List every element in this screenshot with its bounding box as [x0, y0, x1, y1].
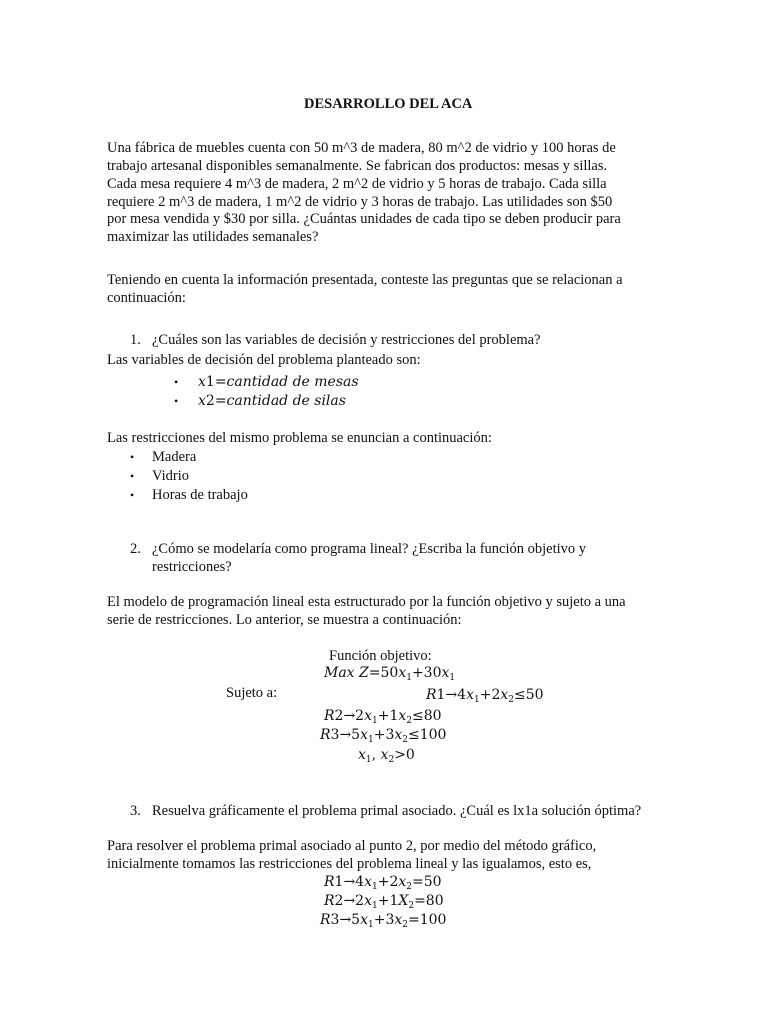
intro-line: maximizar las utilidades semanales?	[107, 229, 319, 245]
question-3-number: 3.	[130, 803, 141, 819]
equation-r2: $R2\to 2x_1+1X_2=80$	[324, 893, 444, 911]
objective-function: Max $Z=50x_1+30x_1$	[324, 665, 456, 683]
instruction-line: Teniendo en cuenta la información presentada, conteste las preguntas que se relacionan a	[107, 272, 623, 288]
constraint-r3: $R3\to 5x_1+3x_2\le 100$	[320, 727, 447, 745]
equation-r1: $R1\to 4x_1+2x_2=50$	[324, 874, 442, 892]
question-1-number: 1.	[130, 332, 141, 348]
intro-line: Cada mesa requiere 4 m^3 de madera, 2 m^2 de vidrio y 5 horas de trabajo. Cada silla	[107, 176, 607, 192]
graphic-method-line: inicialmente tomamos las restricciones del problema lineal y las igualamos, esto es,	[107, 856, 592, 872]
model-paragraph-line: serie de restricciones. Lo anterior, se muestra a continuación:	[107, 612, 462, 628]
bullet-icon: •	[174, 375, 179, 389]
equation-r3: $R3\to 5x_1+3x_2=100$	[320, 912, 447, 930]
restriction-item: Madera	[152, 449, 197, 465]
question-2-text: restricciones?	[152, 559, 232, 575]
restrictions-intro: Las restricciones del mismo problema se enuncian a continuación:	[107, 430, 492, 446]
subject-to-label: Sujeto a:	[226, 685, 278, 701]
question-2-number: 2.	[130, 541, 141, 557]
intro-line: requiere 2 m^3 de madera, 1 m^2 de vidrio y 3 horas de trabajo. Las utilidades son $50	[107, 194, 613, 210]
intro-line: trabajo artesanal disponibles semanalmente. Se fabrican dos productos: mesas y sillas.	[107, 158, 608, 174]
restriction-item: Vidrio	[152, 468, 189, 484]
constraint-r1: $R1\to 4x_1+2x_2\le 50$	[426, 687, 544, 705]
graphic-method-line: Para resolver el problema primal asociado al punto 2, por medio del método gráfico,	[107, 838, 597, 854]
intro-line: Una fábrica de muebles cuenta con 50 m^3 de madera, 80 m^2 de vidrio y 100 horas de	[107, 140, 616, 156]
question-1-text: ¿Cuáles son las variables de decisión y restricciones del problema?	[152, 332, 541, 348]
document-title: DESARROLLO DEL ACA	[304, 96, 473, 112]
bullet-icon: •	[174, 394, 179, 408]
variables-intro: Las variables de decisión del problema planteado son:	[107, 352, 421, 368]
bullet-icon: •	[130, 488, 135, 502]
model-paragraph-line: El modelo de programación lineal esta estructurado por la función objetivo y sujeto a una	[107, 594, 626, 610]
non-negativity-constraint: $x_1$, $x_2>0$	[358, 747, 415, 765]
constraint-r2: $R2\to 2x_1+1x_2\le 80$	[324, 708, 442, 726]
variable-x1: x1=cantidad de mesas	[198, 374, 359, 390]
intro-line: por mesa vendida y $30 por silla. ¿Cuántas unidades de cada tipo se deben producir para	[107, 211, 621, 227]
objective-label: Función objetivo:	[329, 648, 432, 664]
variable-x2: x2=cantidad de silas	[198, 393, 346, 409]
question-2-text: ¿Cómo se modelaría como programa lineal? ¿Escriba la función objetivo y	[152, 541, 587, 557]
question-3-text: Resuelva gráficamente el problema primal asociado. ¿Cuál es lx1a solución óptima?	[152, 803, 642, 819]
bullet-icon: •	[130, 450, 135, 464]
instruction-line: continuación:	[107, 290, 186, 306]
restriction-item: Horas de trabajo	[152, 487, 248, 503]
bullet-icon: •	[130, 469, 135, 483]
